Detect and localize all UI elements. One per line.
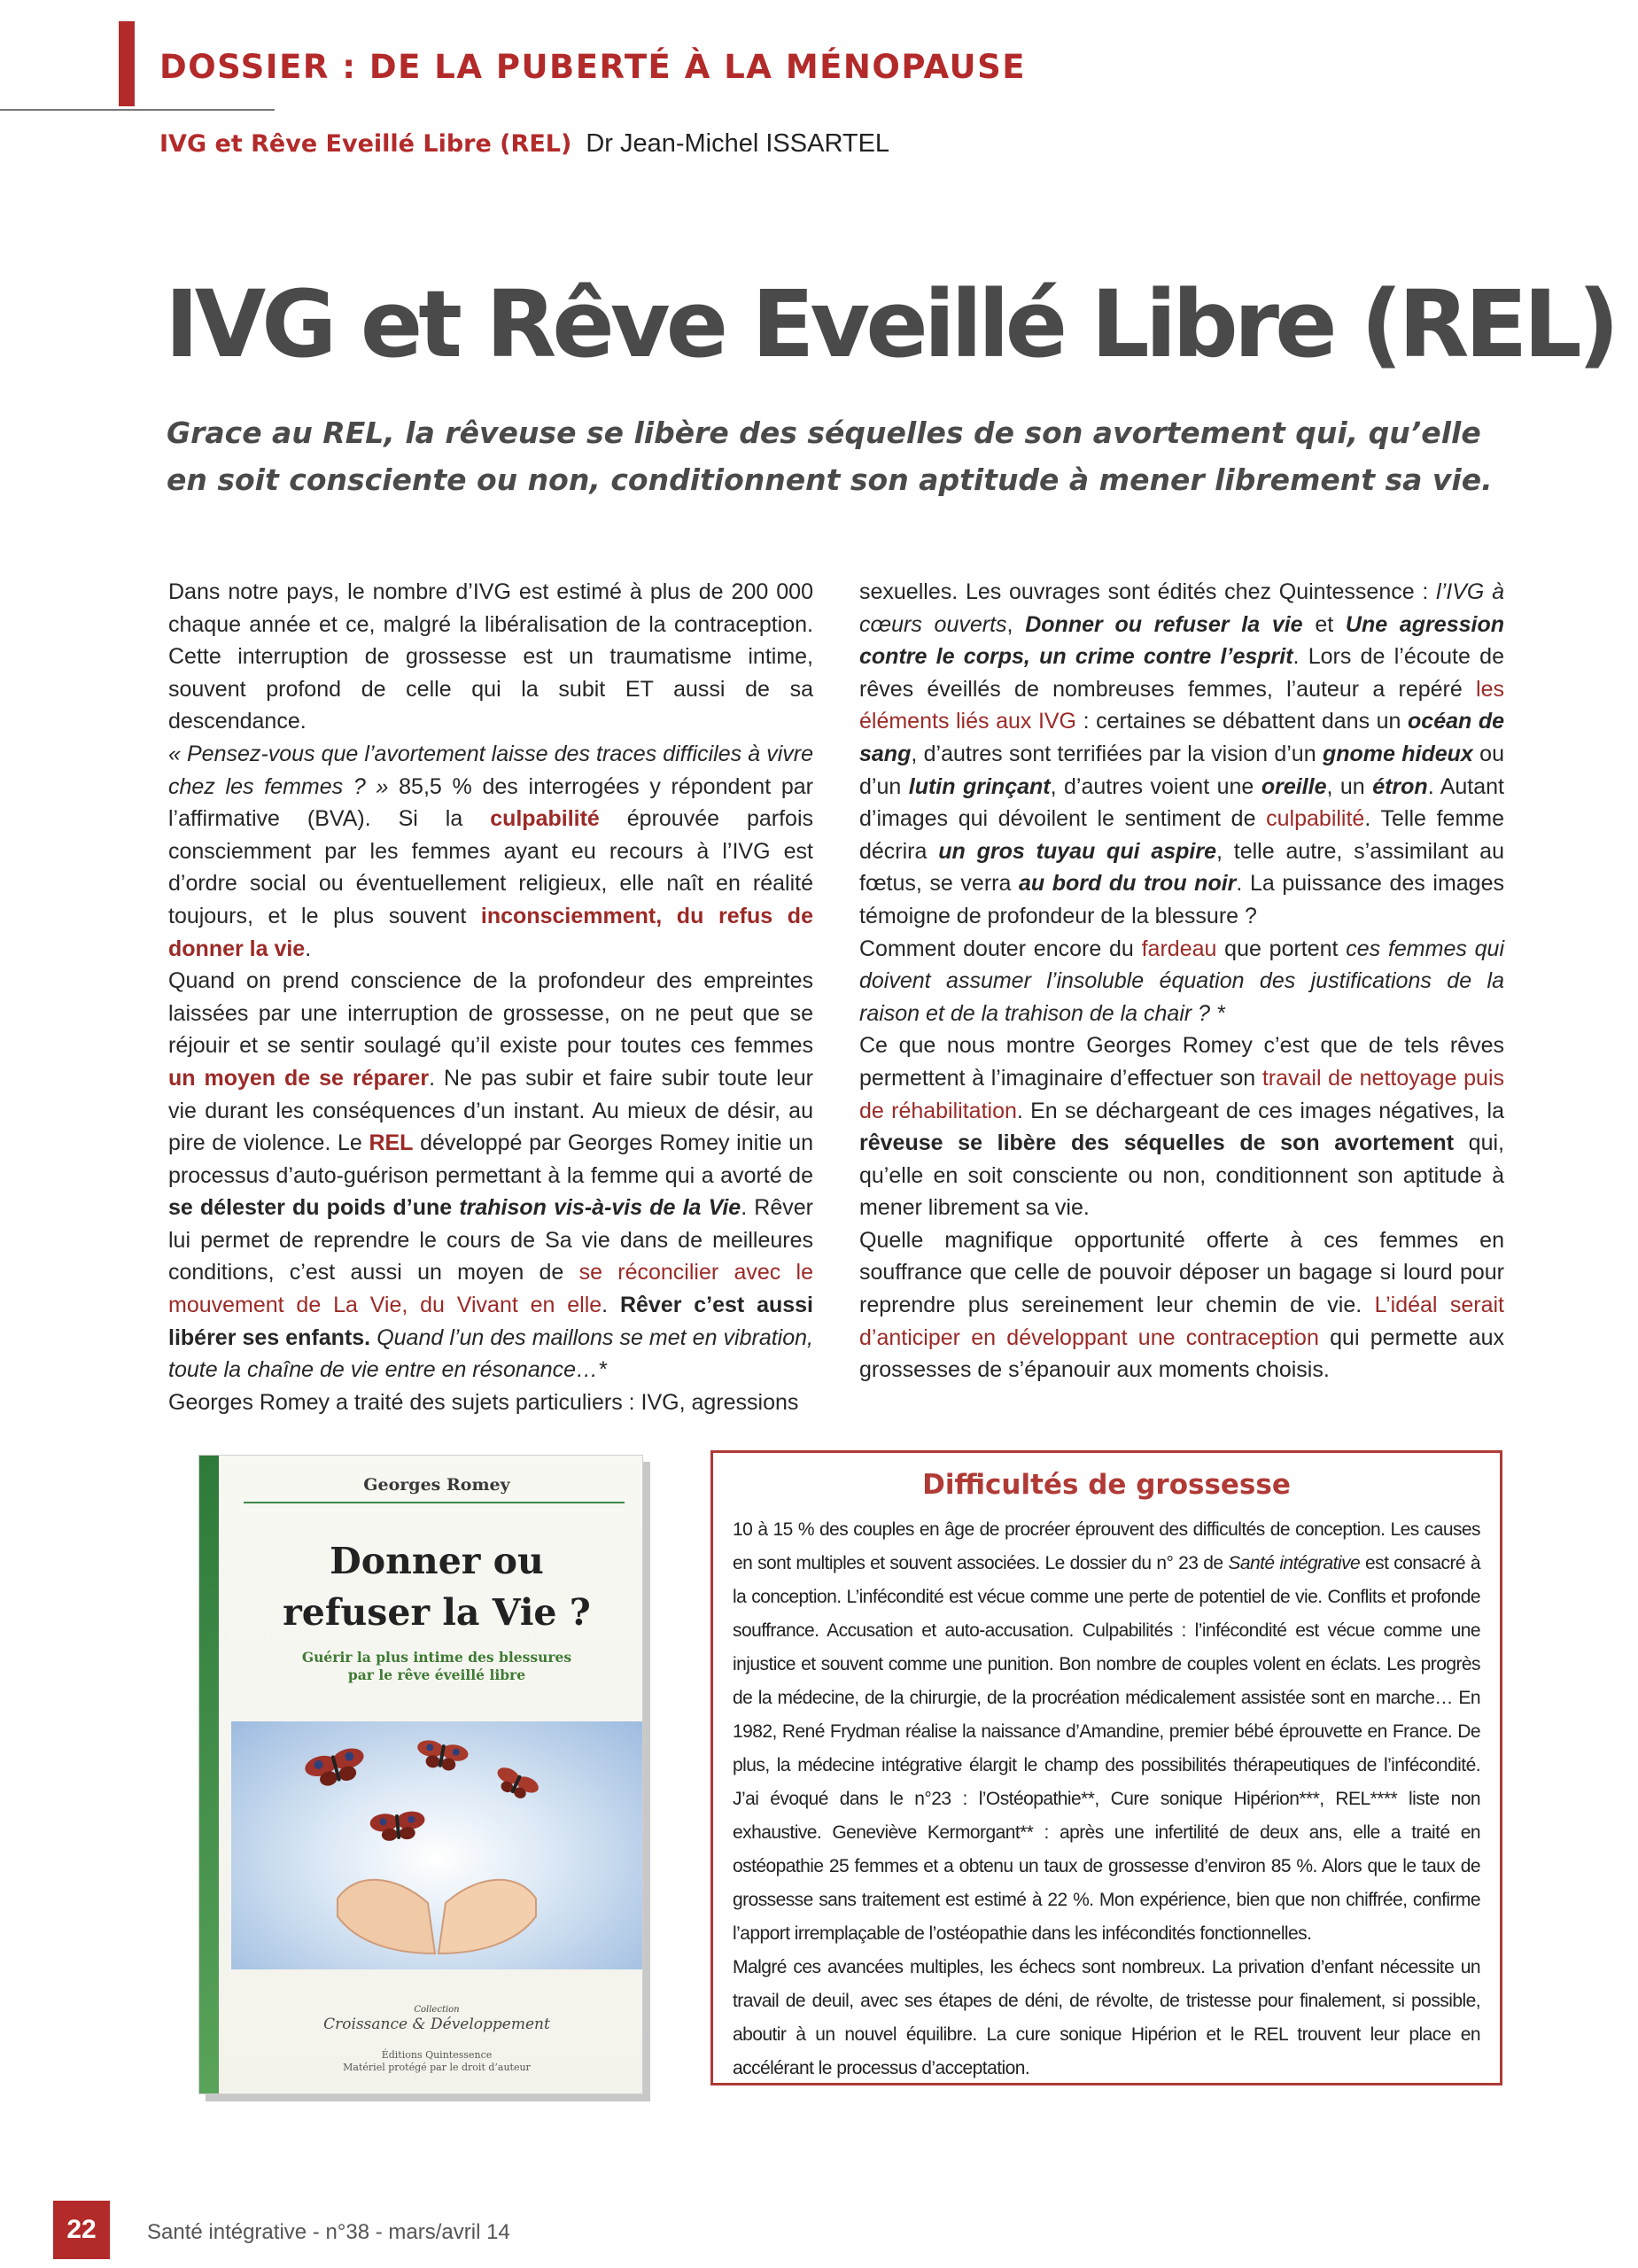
paragraph	[859, 1224, 1504, 1386]
text-run: et	[1302, 611, 1346, 637]
highlight-elements: les éléments liés aux IVG	[859, 676, 1504, 734]
emphasis-etron: étron	[1372, 773, 1428, 799]
book-collection-small: Collection	[414, 2005, 460, 2015]
paragraph	[859, 576, 1504, 933]
butterfly-icon	[303, 1745, 369, 1790]
paragraph: Malgré ces avancées multiples, les échecs sont nombreux. La privation d’enfant nécessite un travail de deuil, avec ses étapes de déni, de révolte, de tristesse pour finalement, si possible, aboutir à un nouvel équilibre. La cure sonique Hipérion et le REL trouvent leur place en accélérant le processus d’acceptation.	[733, 1957, 1480, 2078]
book-illustration	[231, 1721, 642, 1969]
text-run: . Rêver lui permet de reprendre le cours de Sa vie dans de meilleures conditions, c’est aussi un moyen de	[168, 1195, 813, 1285]
text-run: . Lors de l’écoute de rêves éveillés de nombreuses femmes, l’auteur a repéré	[859, 644, 1504, 702]
article-title: IVG et Rêve Eveillé Libre (REL)	[165, 270, 1616, 378]
highlight-moyen: un moyen de se réparer	[168, 1065, 430, 1091]
text-run: , d’autres sont terrifiées par la vision d’un	[911, 741, 1323, 766]
book-title-donner: Donner ou refuser la vie	[1025, 611, 1303, 637]
magazine-name: Santé intégrative	[1228, 1553, 1361, 1573]
sidebar-box	[710, 1450, 1502, 2085]
emphasis-ocean: océan de sang	[859, 709, 1505, 766]
butterfly-icon	[491, 1765, 540, 1805]
article-standfirst: Grace au REL, la rêveuse se libère des séquelles de son avortement qui, qu’elle en soit consciente ou non, conditionnent son aptitude à mener librement sa vie.	[167, 416, 1493, 497]
book-collection-name: Croissance & Développement	[323, 2016, 550, 2033]
book-subtitle-line: Guérir la plus intime des blessures	[301, 1649, 572, 1666]
text-run: : certaines se débattent dans un	[1076, 709, 1409, 734]
highlight-fardeau: fardeau	[1141, 936, 1217, 961]
paragraph	[168, 738, 813, 965]
book-rights: Matériel protégé par le droit d’auteur	[343, 2062, 531, 2073]
text-run: , un	[1326, 773, 1373, 799]
emphasis-lutin: lutin grinçant	[908, 773, 1051, 799]
header-red-bar	[119, 21, 135, 106]
paragraph	[859, 933, 1504, 1030]
text-run: qui, qu’elle en soit consciente ou non, conditionnent son aptitude à mener librement sa vie.	[859, 1130, 1504, 1221]
book-title-agression: Une agression contre le corps, un crime contre l’esprit	[859, 611, 1504, 670]
footer-text: Santé intégrative - n°38 - mars/avril 14	[147, 2220, 510, 2244]
emphasis-gnome: gnome hideux	[1322, 741, 1473, 766]
text-run: éprouvée parfois consciemment par les femmes ayant eu recours à l’IVG est d’ordre social ou éventuellement religieux, elle naît en réalité toujours, et le plus souvent	[168, 806, 813, 928]
dossier-heading: DOSSIER : DE LA PUBERTÉ À LA MÉNOPAUSE	[159, 48, 1027, 86]
book-cover	[198, 1455, 643, 2094]
emphasis-bord: au bord du trou noir	[1018, 871, 1237, 897]
header-divider	[0, 109, 275, 111]
byline-author: Dr Jean-Michel ISSARTEL	[586, 129, 890, 158]
text-run: 10 à 15 % des couples en âge de procréer éprouvent des difficultés de conception. Les causes en sont multiples et souvent associées. Le dossier du n° 23 de	[733, 1519, 1480, 1573]
text-run: 85,5 % des interrogées y répondent par l’affirmative (BVA). Si la	[168, 773, 814, 832]
emphasis-oreille: oreille	[1261, 773, 1327, 799]
text-run: , telle autre, s’assimilant au fœtus, se verra	[859, 838, 1504, 897]
text-run: . Autant d’images qui dévoilent le sentiment de	[859, 773, 1505, 832]
text-column-right	[859, 576, 1504, 1386]
book-author: Georges Romey	[363, 1475, 510, 1495]
text-run: sexuelles. Les ouvrages sont édités chez Quintessence :	[859, 579, 1437, 604]
book-subtitle-line: par le rêve éveillé libre	[347, 1666, 526, 1683]
quote-equation: ces femmes qui doivent assumer l’insoluble équation des justifications de la raison et de la trahison de la chair ? *	[859, 936, 1505, 1026]
emphasis-tuyau: un gros tuyau qui aspire	[938, 838, 1217, 864]
paragraph	[859, 1029, 1504, 1224]
book-separator	[244, 1502, 625, 1503]
text-run: développé par Georges Romey initie un processus d’auto-guérison permettant à la femme qui a avorté de	[168, 1130, 813, 1188]
emphasis-reveuse: rêveuse se libère des séquelles de son avortement	[859, 1130, 1455, 1156]
highlight-inconsciemment: inconsciemment, du refus de donner la vie	[168, 903, 813, 961]
butterfly-icon	[369, 1810, 426, 1842]
highlight-rel: REL	[369, 1130, 414, 1156]
book-title-line: Donner ou	[330, 1540, 544, 1582]
book-collection	[231, 2005, 642, 2033]
text-run: est consacré à la conception. L’infécondité est vécue comme une perte de potentiel de vie. Conflits et profonde souffrance. Accusation et auto-accusation. Culpabilités : l’infécondité est vécue comme une injustice et souvent comme une punition. Bon nombre de couples volent en éclats. Les progrès de la médecine, de la chirurgie, de la procréation médicalement assistée sont en marche… En 1982, René Frydman réalise la naissance d’Amandine, premier bébé éprouvette en France. De plus, la médecine intégrative élargit le champ des possibilités thérapeutiques de l’infécondité. J’ai évoqué dans le n°23 : l’Ostéopathie**, Cure sonique Hipérion***, REL**** liste non exhaustive. Geneviève Kermorgant** : après une infertilité de deux ans, elle a traité en ostéopathie 25 femmes et a obtenu un taux de grossesse d’environ 85 %. Alors que le taux de grossesse sans traitement est estimé à 22 %. Mon expérience, bien que non chiffrée, confirme l’apport irremplaçable de l’ostéopathie dans les infécondités fonctionnelles.	[733, 1553, 1480, 1944]
sidebar-box-body	[733, 1513, 1480, 2085]
page-number: 22	[53, 2201, 110, 2259]
text-run: que portent	[1216, 936, 1347, 961]
book-subtitle	[252, 1649, 621, 1684]
book-title-ivg: l’IVG à cœurs ouverts	[859, 579, 1504, 637]
text-run: Ce que nous montre Georges Romey c’est que de tels rêves permettent à l’imaginaire d’effectuer son	[859, 1033, 1504, 1091]
highlight-culpabilite: culpabilité	[490, 806, 600, 832]
hands-icon	[338, 1880, 536, 1953]
highlight-culpabilite-2: culpabilité	[1266, 806, 1365, 832]
paragraph	[168, 965, 813, 1386]
highlight-travail: travail de nettoyage puis de réhabilitation	[859, 1065, 1505, 1123]
highlight-reconcilier: se réconcilier avec le mouvement de La Vie, du Vivant en elle	[168, 1260, 813, 1318]
highlight-ideal: L’idéal serait d’anticiper en développant une contraception	[859, 1293, 1504, 1350]
text-run: . La puissance des images témoigne de profondeur de la blessure ?	[859, 871, 1504, 928]
text-run: , d’autres voient une	[1050, 773, 1261, 799]
sidebar-box-title: Difficultés de grossesse	[922, 1469, 1291, 1501]
butterfly-icon	[415, 1738, 470, 1774]
text-run: . Ne pas subir et faire subir toute leur vie durant les conséquences d’un instant. Au mieux de désir, au pire de violence. Le	[168, 1065, 813, 1156]
hands-butterflies-image	[231, 1721, 642, 1969]
text-column-left	[168, 576, 813, 1418]
text-run: Comment douter encore du	[859, 936, 1142, 961]
survey-question: « Pensez-vous que l’avortement laisse des traces difficiles à vivre chez les femmes ? »	[168, 741, 813, 799]
paragraph	[733, 1513, 1480, 1951]
paragraph: Dans notre pays, le nombre d’IVG est estimé à plus de 200 000 chaque année et ce, malgré la libéralisation de la contraception. Cette interruption de grossesse est un traumatisme intime, souvent profond de celle qui la subit ET aussi de sa descendance.	[168, 579, 813, 734]
book-publisher-name: Éditions Quintessence	[381, 2049, 493, 2061]
text-run: Quelle magnifique opportunité offerte à ces femmes en souffrance que celle de pouvoir déposer un bagage si lourd pour reprendre plus sereinement leur chemin de vie.	[859, 1227, 1504, 1318]
emphasis-rever: Rêver c’est aussi libérer ses enfants.	[168, 1293, 813, 1350]
quote-maillons: Quand l’un des maillons se met en vibration, toute la chaîne de vie entre en résonance…*	[168, 1324, 813, 1383]
text-run: qui permette aux grossesses de s’épanouir aux moments choisis.	[859, 1324, 1504, 1383]
book-spine	[199, 1456, 219, 2093]
text-run: .	[305, 936, 312, 961]
text-run: . Telle femme décrira	[859, 806, 1504, 864]
text-run: .	[602, 1293, 620, 1318]
emphasis-trahison: trahison vis-à-vis de la Vie	[459, 1195, 741, 1221]
byline-subject: IVG et Rêve Eveillé Libre (REL)	[159, 130, 572, 158]
book-title	[231, 1535, 642, 1638]
text-run: . En se déchargeant de ces images négatives, la	[1016, 1098, 1504, 1123]
paragraph: Georges Romey a traité des sujets particuliers : IVG, agressions	[168, 1389, 799, 1415]
text-run: ,	[1006, 611, 1026, 637]
book-publisher	[231, 2049, 642, 2074]
text-run: ou d’un	[859, 741, 1504, 799]
emphasis-delester: se délester du poids d’une	[168, 1195, 460, 1221]
text-run: Quand on prend conscience de la profondeur des empreintes laissées par une interruption de grossesse, on ne peut que se réjouir et se sentir soulagé qu’il existe pour toutes ces femmes	[168, 968, 813, 1059]
book-title-line: refuser la Vie ?	[283, 1591, 591, 1634]
byline	[159, 129, 889, 159]
